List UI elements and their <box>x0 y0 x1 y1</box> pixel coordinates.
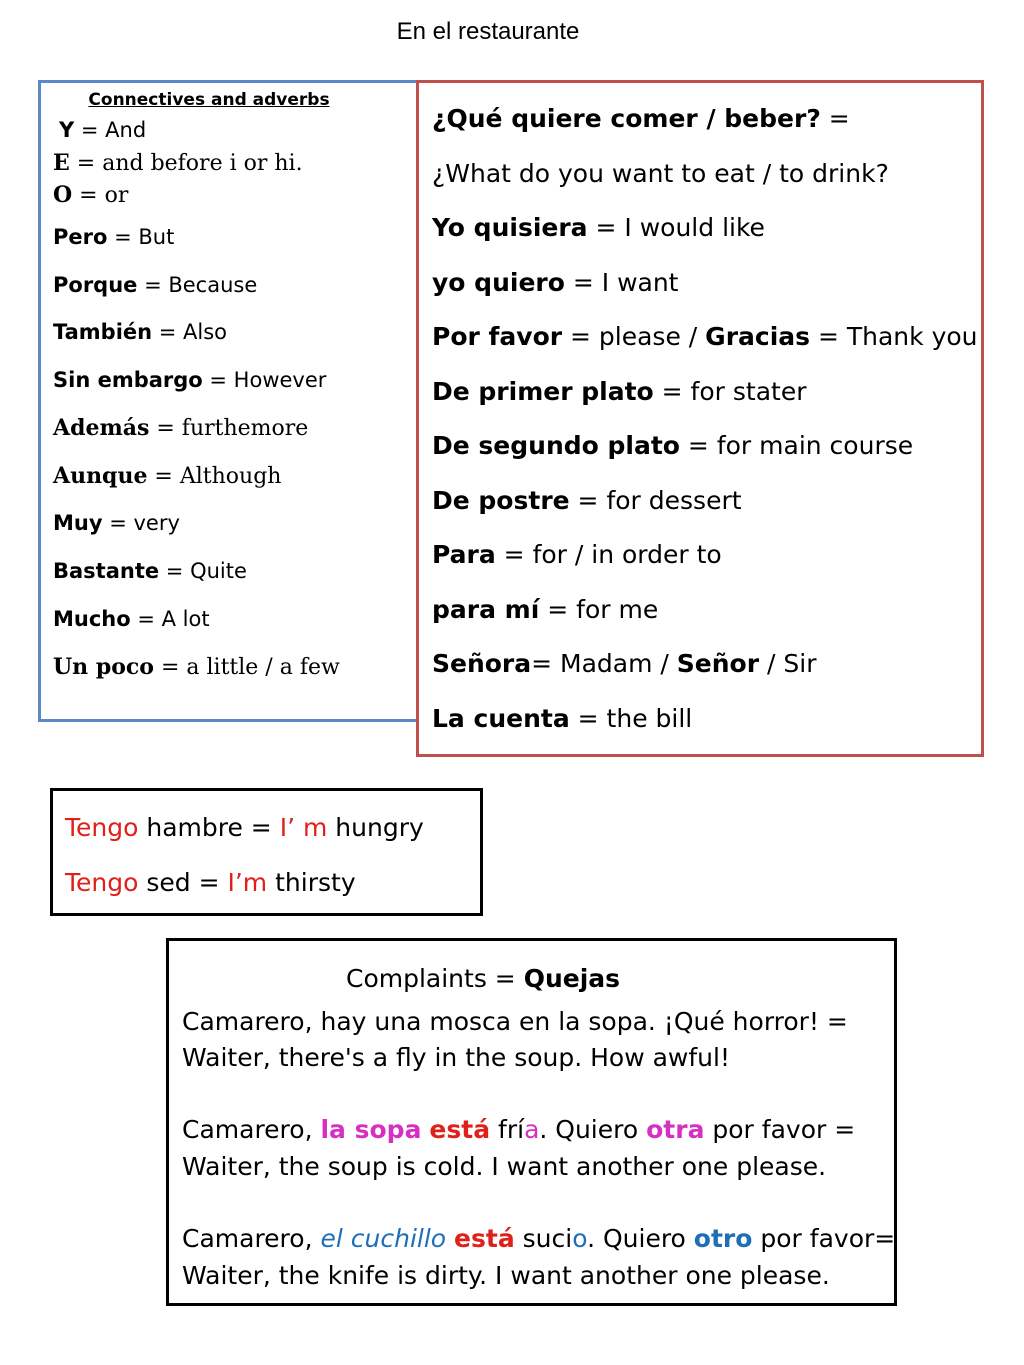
connectives-heading: Connectives and adverbs <box>88 90 330 110</box>
page-title: En el restaurante <box>396 18 580 45</box>
phrase-item: Yo quisiera = I would like <box>432 213 765 242</box>
phrase-item: Para = for / in order to <box>432 540 722 569</box>
phrase-question: ¿Qué quiere comer / beber? = <box>432 104 850 133</box>
complaint-3: Camarero, el cuchillo está sucio. Quiero otro por favor= <box>182 1224 896 1253</box>
connective-item: Además = furthemore <box>53 415 309 441</box>
phrase-item: yo quiero = I want <box>432 268 679 297</box>
complaints-heading: Complaints = Quejas <box>346 964 621 993</box>
connective-item: O = or <box>53 182 129 208</box>
connective-item: Aunque = Although <box>53 463 282 489</box>
connective-item: Muy = very <box>53 511 180 535</box>
connective-item: Bastante = Quite <box>53 559 247 583</box>
phrase-item: Señora= Madam / Señor / Sir <box>432 649 817 678</box>
connective-item: Mucho = A lot <box>53 607 210 631</box>
connective-item: Un poco = a little / a few <box>53 654 340 680</box>
complaint-1: Camarero, hay una mosca en la sopa. ¡Qué horror! = <box>182 1007 848 1036</box>
complaint-1-translation: Waiter, there's a fly in the soup. How awful! <box>182 1043 730 1072</box>
complaint-3-translation: Waiter, the knife is dirty. I want another one please. <box>182 1261 830 1290</box>
complaint-2-translation: Waiter, the soup is cold. I want another one please. <box>182 1152 827 1181</box>
phrase-item: De segundo plato = for main course <box>432 431 914 460</box>
connective-item: E = and before i or hi. <box>53 150 303 176</box>
connective-item: Y = And <box>59 118 147 142</box>
phrase-item: De primer plato = for stater <box>432 377 807 406</box>
connective-item: Pero = But <box>53 225 175 249</box>
complaint-2: Camarero, la sopa está fría. Quiero otra por favor = <box>182 1115 856 1144</box>
hunger-line: Tengo hambre = I’ m hungry <box>65 813 424 842</box>
phrase-item: La cuenta = the bill <box>432 704 693 733</box>
connective-item: Sin embargo = However <box>53 368 327 392</box>
connective-item: También = Also <box>53 320 228 344</box>
phrase-item: para mí = for me <box>432 595 659 624</box>
phrase-item: De postre = for dessert <box>432 486 742 515</box>
phrase-item: Por favor = please / Gracias = Thank you <box>432 322 978 351</box>
connective-item: Porque = Because <box>53 273 258 297</box>
phrase-question-translation: ¿What do you want to eat / to drink? <box>432 159 889 188</box>
thirst-line: Tengo sed = I’m thirsty <box>65 868 356 897</box>
